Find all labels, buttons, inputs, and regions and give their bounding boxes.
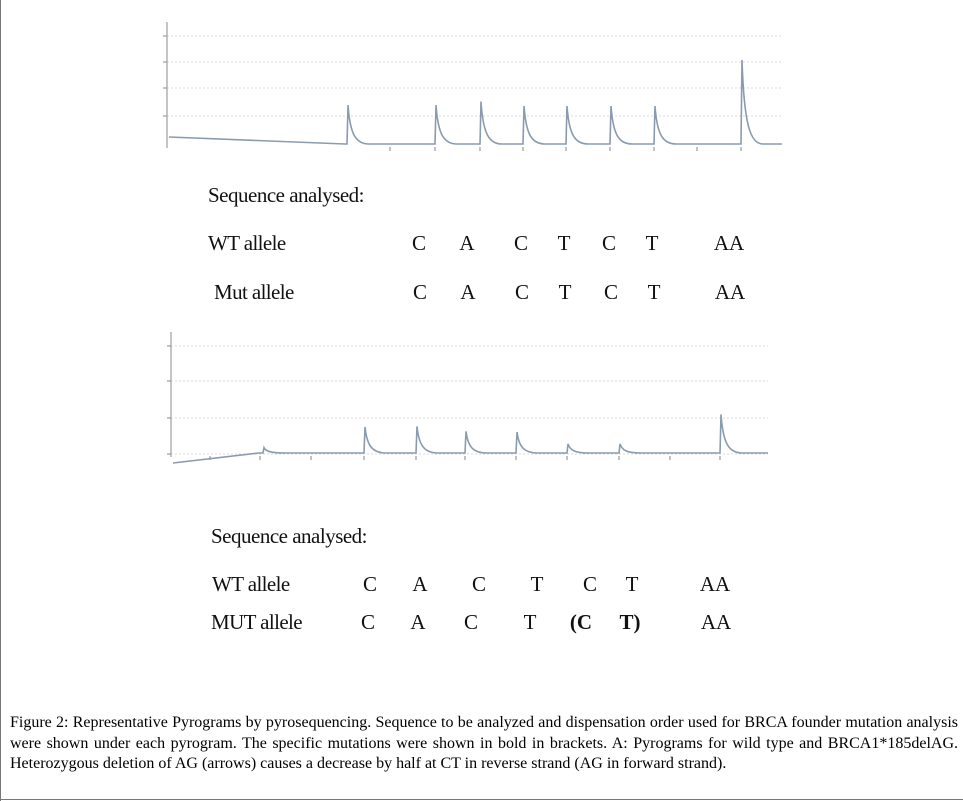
base: C: [463, 610, 479, 634]
sequence-title: Sequence analysed:: [208, 183, 365, 207]
base: C: [582, 572, 598, 596]
base: T: [523, 610, 537, 634]
base: A: [459, 231, 475, 255]
base: T: [625, 572, 639, 596]
pyrogram-trace: [173, 414, 768, 463]
allele-label: WT allele: [212, 572, 290, 596]
base: C: [514, 280, 530, 304]
caption-text: Representative Pyrograms by pyrosequencing. Sequence to be analyzed and dispensation order used for BRCA founder mutation analysis were shown under each pyrogram. The specific mutations were shown in bold in brackets. A: Pyrograms for wild type and BRCA1*185delAG. Heterozygous deletion of AG (arrows) causes a decrease by half at CT in reverse strand (AG in forward strand).: [10, 714, 959, 772]
base-mutated: T): [619, 610, 641, 634]
base: T: [557, 231, 571, 255]
pyrogram-bottom: [163, 328, 775, 494]
caption-label: Figure 2:: [10, 714, 69, 731]
allele-label: WT allele: [208, 231, 286, 255]
pyrogram-top: [157, 18, 787, 178]
base: C: [360, 610, 376, 634]
base: C: [603, 280, 619, 304]
page-border-bottom: [0, 799, 963, 800]
base: T: [558, 280, 572, 304]
base: C: [471, 572, 487, 596]
base: A: [460, 280, 476, 304]
figure-caption: [10, 713, 958, 775]
base: C: [601, 231, 617, 255]
base: C: [362, 572, 378, 596]
base: AA: [714, 280, 746, 304]
base: AA: [699, 572, 731, 596]
base: C: [513, 231, 529, 255]
base: T: [647, 280, 661, 304]
base: C: [411, 231, 427, 255]
pyrogram-trace: [169, 60, 782, 144]
base: AA: [700, 610, 732, 634]
page-border-left: [0, 0, 1, 801]
base: AA: [713, 231, 745, 255]
sequence-title: Sequence analysed:: [211, 524, 368, 548]
base-mutated: (C: [569, 610, 593, 634]
base: T: [530, 572, 544, 596]
base: C: [412, 280, 428, 304]
allele-label: MUT allele: [211, 610, 303, 634]
base: A: [412, 572, 428, 596]
base: A: [410, 610, 426, 634]
allele-label: Mut allele: [214, 280, 294, 304]
base: T: [645, 231, 659, 255]
